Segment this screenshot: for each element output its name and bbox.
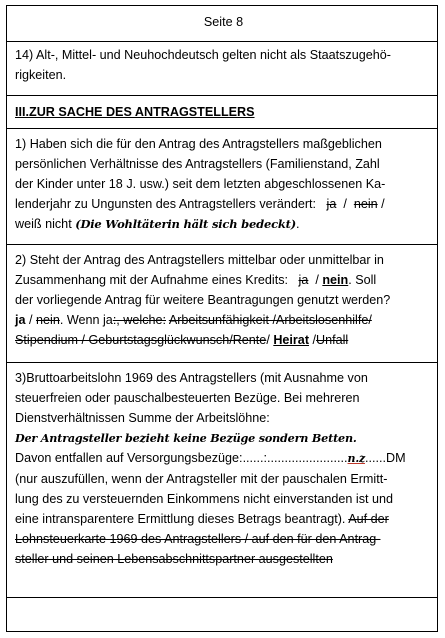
q1-line-1: 1) Haben sich die für den Antrag des Antragstellers maßgeblichen: [15, 137, 382, 151]
q2-line-2: Zusammenhang mit der Aufnahme eines Kredits: ja / nein. Soll: [15, 273, 377, 287]
q2-wenn: . Wenn ja: [59, 313, 113, 327]
q1-option-nein: nein: [353, 197, 378, 211]
document-page: [6, 5, 438, 632]
q3-struck-auf-der: Auf der: [348, 512, 389, 526]
q3-struck-line-10: steller und seinen Lebensabschnittspartner ausgestellten: [15, 552, 333, 566]
question-2-row: [7, 244, 437, 362]
item-14-line-2: rigkeiten.: [15, 68, 67, 82]
q2-line-1: 2) Steht der Antrag des Antragstellers mittelbar oder unmittelbar in: [15, 253, 384, 267]
question-3-row: [7, 362, 437, 597]
q3-line-2: steuerfreien oder pauschalbesteuerten Bezüge. Bei mehreren: [15, 391, 360, 405]
q1-line-4: [15, 194, 432, 214]
q3-line-1: 3)Bruttoarbeitslohn 1969 des Antragstellers (mit Ausnahme von: [15, 371, 368, 385]
q2-option-ja: ja: [298, 273, 309, 287]
q3-versorgungsbezuege: Davon entfallen auf Versorgungsbezüge:: [15, 451, 243, 465]
page-number: Seite 8: [203, 15, 244, 29]
q3-line-5: [15, 448, 432, 469]
q2-line-4: ja / nein. Wenn ja:, welche: Arbeitsunfähigkeit /Arbeitslosenhilfe/: [15, 313, 372, 327]
question-1-text: [7, 129, 437, 234]
q2-line-3: der vorliegende Antrag für weitere Beantragungen genutzt werden?: [15, 293, 391, 307]
q1-option-ja: ja: [326, 197, 337, 211]
q2-struck-options-2: Stipendium / Geburtstagsglückwunsch/Rente: [15, 333, 267, 347]
q1-line-5: [15, 214, 432, 234]
q2-line-2-text: Zusammenhang mit der Aufnahme eines Kredits:: [15, 273, 289, 287]
q3-nz-note: n.z: [347, 452, 366, 465]
question-2-text: [7, 245, 437, 350]
section-heading-row: [7, 95, 437, 128]
q2-reuse-ja: ja: [15, 313, 26, 327]
q2-struck-options-1: Arbeitsunfähigkeit /Arbeitslosenhilfe/: [168, 313, 372, 327]
q1-line-4-text: lenderjahr zu Ungunsten des Antragstellers verändert:: [15, 197, 317, 211]
q1-handwritten-note: (Die Wohltäterin hält sich bedeckt): [75, 217, 297, 231]
q3-dots: ......:.......................: [242, 451, 348, 465]
q2-option-heirat: Heirat: [273, 333, 310, 347]
empty-row: [7, 597, 437, 631]
question-1-row: [7, 128, 437, 244]
item-14-line-1: 14) Alt-, Mittel- und Neuhochdeutsch gelten nicht als Staatszugehö-: [15, 48, 391, 62]
q1-slash-1: /: [343, 197, 347, 211]
q2-reuse-nein: nein: [36, 313, 60, 327]
q2-welche: :, welche:: [112, 313, 167, 327]
q2-line-2-end: . Soll: [348, 273, 377, 287]
q2-option-nein: nein: [322, 273, 349, 287]
q3-line-6: (nur auszufüllen, wenn der Antragsteller mit der pauschalen Ermitt-: [15, 472, 388, 486]
q1-line-2: persönlichen Verhältnisse des Antragstellers (Familienstand, Zahl: [15, 157, 380, 171]
section-heading: III.ZUR SACHE DES ANTRAGSTELLERS: [15, 105, 255, 119]
q3-line-8: [15, 509, 432, 529]
q1-line-3: der Kinder unter 18 J. usw.) seit dem letzten abgeschlossenen Ka-: [15, 177, 386, 191]
q1-period: .: [296, 217, 300, 231]
q3-line-8-text: eine intransparentere Ermittlung dieses Betrags beantragt).: [15, 512, 346, 526]
q2-option-unfall: Unfall: [316, 333, 349, 347]
q3-handwritten-answer: Der Antragsteller bezieht keine Bezüge sondern Betten.: [15, 431, 357, 445]
question-3-text: [7, 363, 437, 569]
q3-dm: ......DM: [365, 451, 406, 465]
q3-line-3: Dienstverhältnissen Summe der Arbeitslöhne:: [15, 411, 270, 425]
q1-slash-2: /: [381, 197, 385, 211]
q1-option-weiss-nicht: weiß nicht: [15, 217, 72, 231]
q3-line-7: lung des zu versteuernden Einkommens nicht einverstanden ist und: [15, 492, 394, 506]
page-header-row: [7, 6, 437, 41]
q2-line-5: Stipendium / Geburtstagsglückwunsch/Rente/ Heirat /Unfall: [15, 333, 349, 347]
item-14-row: [7, 41, 437, 95]
item-14-text: [7, 42, 437, 85]
q3-struck-line-9: Lohnsteuerkarte 1969 des Antragstellers / auf den für den Antrag-: [15, 532, 381, 546]
